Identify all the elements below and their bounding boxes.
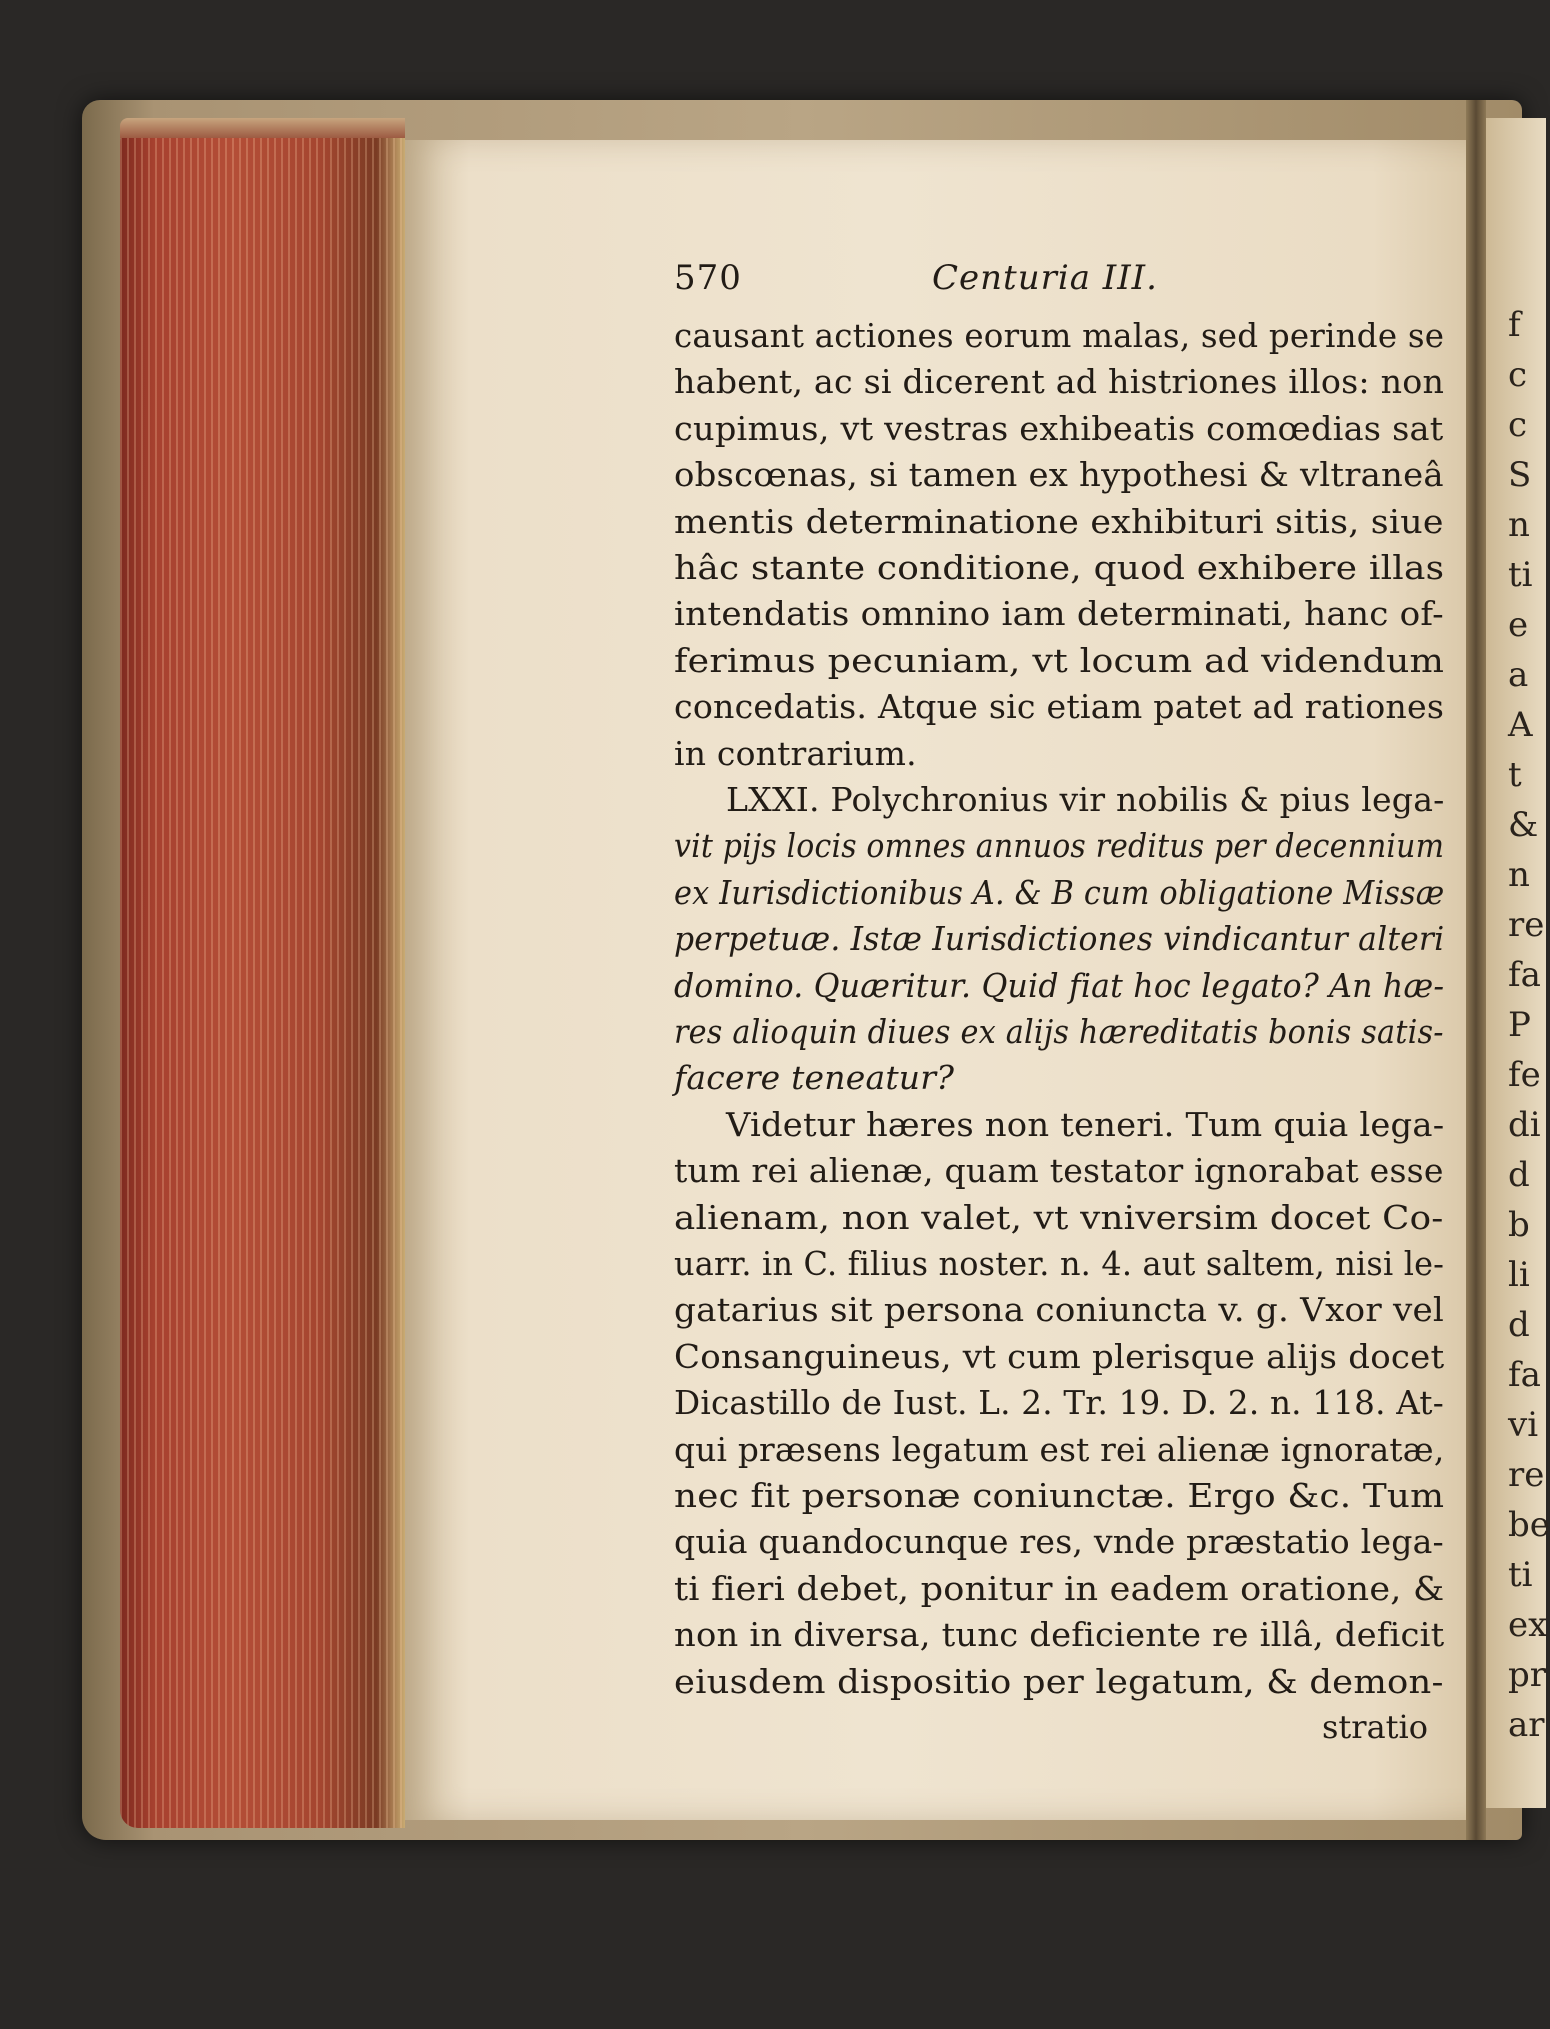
text-line: mentis determinatione exhibituri sitis, siue — [674, 501, 1444, 541]
text-line: concedatis. Atque sic etiam patet ad rationes — [674, 687, 1445, 727]
text-line: LXXI. Polychronius vir nobilis & pius lega- — [726, 780, 1445, 819]
next-page-letter: ar — [1508, 1705, 1545, 1745]
next-page-letter: f — [1508, 305, 1521, 345]
text-line: cupimus, vt vestras exhibeatis comœdias sat — [674, 408, 1444, 448]
next-page-letter: di — [1508, 1105, 1541, 1145]
text-line: in contrarium. — [674, 733, 917, 773]
next-page-letter: vi — [1508, 1405, 1539, 1445]
catchword: stratio — [1322, 1708, 1429, 1746]
next-page-letter: fa — [1508, 955, 1541, 995]
text-line: ferimus pecuniam, vt locum ad videndum — [674, 640, 1445, 680]
next-page-letter: S — [1508, 455, 1532, 495]
next-page-letter: li — [1508, 1255, 1530, 1295]
next-page-letter: re — [1508, 905, 1545, 945]
page-edges — [120, 128, 405, 1828]
text-line: alienam, non valet, vt vniversim docet Co- — [674, 1197, 1444, 1237]
next-page-letter: t — [1508, 755, 1522, 795]
page-edges-top — [120, 118, 405, 138]
text-line: res alioquin diues ex alijs hæreditatis bonis satis- — [674, 1012, 1444, 1051]
next-page-letter: n — [1508, 855, 1530, 895]
text-line: domino. Quæritur. Quid fiat hoc legato? An hæ- — [674, 965, 1445, 1005]
next-page-letter: A — [1508, 705, 1533, 745]
text-line: intendatis omnino iam determinati, hanc of- — [674, 594, 1444, 634]
next-page-letter: pr — [1508, 1655, 1547, 1695]
text-line: uarr. in C. filius noster. n. 4. aut saltem, nisi le- — [674, 1244, 1445, 1283]
text-line: perpetuæ. Istæ Iurisdictiones vindicantur alteri — [674, 919, 1445, 959]
next-page-sliver — [1486, 118, 1550, 1808]
next-page-letter: c — [1508, 355, 1528, 395]
text-line: obscœnas, si tamen ex hypothesi & vltraneâ — [674, 455, 1444, 495]
text-line: quia quandocunque res, vnde præstatio lega- — [674, 1522, 1444, 1562]
text-line: ti fieri debet, ponitur in eadem oratione, & — [674, 1568, 1445, 1608]
next-page-letter: be — [1508, 1505, 1550, 1545]
text-line: gatarius sit persona coniuncta v. g. Vxor vel — [674, 1290, 1445, 1330]
text-line: eiusdem dispositio per legatum, & demon- — [674, 1661, 1444, 1701]
next-page-letter: n — [1508, 505, 1530, 545]
text-line: hâc stante conditione, quod exhibere illas — [674, 548, 1445, 587]
next-page-letter: & — [1508, 805, 1539, 845]
next-page-letter: ti — [1508, 555, 1533, 595]
next-page-letter: fe — [1508, 1055, 1541, 1095]
text-line: nec fit personæ coniunctæ. Ergo &c. Tum — [674, 1476, 1445, 1515]
next-page-letter: e — [1508, 605, 1529, 645]
page-header — [674, 258, 1444, 306]
text-line: habent, ac si dicerent ad histriones illos: non — [674, 362, 1445, 402]
text-line: ex Iurisdictionibus A. & B cum obligatione Missæ — [674, 872, 1445, 912]
next-page-letter: ex — [1508, 1605, 1548, 1645]
text-line: Dicastillo de Iust. L. 2. Tr. 19. D. 2. n. 118. At- — [674, 1383, 1444, 1423]
next-page-letter: P — [1508, 1005, 1531, 1045]
page-number: 570 — [674, 258, 742, 298]
text-line: causant actiones eorum malas, sed perinde se — [674, 316, 1445, 355]
running-head: Centuria III. — [932, 258, 1158, 298]
text-line: non in diversa, tunc deficiente re illâ, deficit — [674, 1615, 1445, 1655]
text-line: qui præsens legatum est rei alienæ ignoratæ, — [674, 1429, 1445, 1469]
text-line: tum rei alienæ, quam testator ignorabat esse — [674, 1151, 1444, 1191]
next-page-letter: b — [1508, 1205, 1530, 1245]
next-page-letter: a — [1508, 655, 1529, 695]
next-page-letter: ti — [1508, 1555, 1533, 1595]
text-line: Consanguineus, vt cum plerisque alijs docet — [674, 1336, 1445, 1376]
text-line: vit pijs locis omnes annuos reditus per decennium — [674, 826, 1445, 866]
next-page-letter: d — [1508, 1305, 1530, 1345]
next-page-letter: re — [1508, 1455, 1545, 1495]
next-page-letter: c — [1508, 405, 1528, 445]
text-line: facere teneatur? — [674, 1058, 955, 1098]
next-page-letter: d — [1508, 1155, 1530, 1195]
book-gutter — [1466, 100, 1486, 1840]
next-page-letter: fa — [1508, 1355, 1541, 1395]
text-line: Videtur hæres non teneri. Tum quia lega- — [726, 1104, 1445, 1144]
